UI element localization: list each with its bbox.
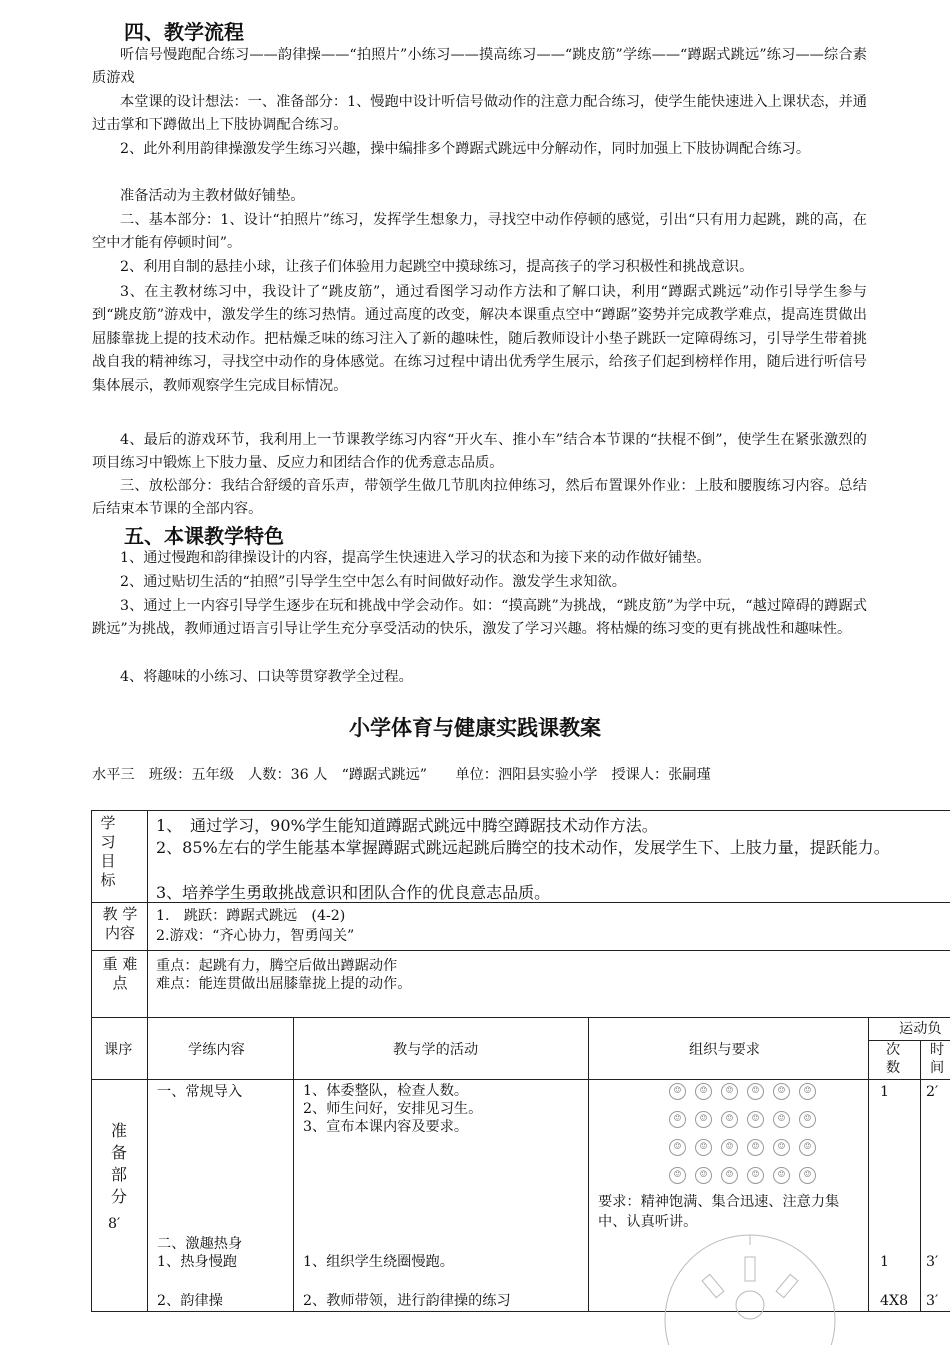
content-item-2: 2.游戏：“齐心协力，智勇闯关” [156, 928, 355, 944]
student-marker: ☺ [773, 1167, 790, 1184]
table-border [147, 810, 148, 1312]
table-border [91, 1079, 950, 1080]
content-warmup-jog: 1、热身慢跑 [157, 1254, 237, 1270]
circle-diagram [650, 1215, 850, 1345]
activity-jog: 1、组织学生绕圈慢跑。 [303, 1254, 454, 1270]
section4-para-ball: 2、利用自制的悬挂小球，让孩子们体验用力起跳空中摸球练习，提高孩子的学习积极性和挑战意识。 [120, 259, 754, 275]
objectives-label: 学 习 目 标 [100, 814, 116, 889]
section4-heading: 四、教学流程 [124, 20, 244, 44]
count-jog: 1 [880, 1254, 890, 1270]
student-marker: ☺ [695, 1083, 712, 1100]
student-marker: ☺ [747, 1111, 764, 1128]
lesson-plan-title: 小学体育与健康实践课教案 [349, 716, 601, 740]
student-marker: ☺ [669, 1167, 686, 1184]
lesson-info-line: 水平三 班级：五年级 人数：36 人 “蹲踞式跳远” 单位：泗阳县实验小学 授课人：张嗣瑾 [92, 767, 711, 783]
student-marker: ☺ [695, 1111, 712, 1128]
student-marker: ☺ [773, 1083, 790, 1100]
student-marker: ☺ [773, 1111, 790, 1128]
student-marker: ☺ [695, 1139, 712, 1156]
time-jog: 3′ [926, 1254, 939, 1270]
header-organization: 组织与要求 [689, 1042, 760, 1058]
table-border [91, 950, 950, 951]
objective-2: 2、85%左右的学生能基本掌握蹲踞式跳远起跳后腾空的技术动作，发展学生下、上肢力量，提跃能力。 [156, 838, 890, 857]
difficulty-point: 难点：能连贯做出屈膝靠拢上提的动作。 [156, 976, 412, 992]
key-points-label: 重 难 点 [102, 955, 138, 992]
student-marker: ☺ [669, 1083, 686, 1100]
section5-para-1: 1、通过慢跑和韵律操设计的内容，提高学生快速进入学习的状态和为接下来的动作做好铺垫。 [120, 550, 711, 566]
count-rhythm: 4X8 [880, 1293, 909, 1309]
student-marker: ☺ [747, 1083, 764, 1100]
content-routine: 一、常规导入 [157, 1084, 243, 1100]
student-marker: ☺ [695, 1167, 712, 1184]
section4-para-warmup: 准备活动为主教材做好铺垫。 [120, 188, 305, 204]
student-marker: ☺ [799, 1139, 816, 1156]
activity-routine-3: 3、宣布本课内容及要求。 [303, 1119, 469, 1135]
section4-para-main: 3、在主教材练习中，我设计了“跳皮筋”，通过看图学习动作方法和了解口诀，利用“蹲踞式跳远”动作引导学生参与到“跳皮筋”游戏中，激发学生的练习热情。通过高度的改变，解决本课重点空中“蹲踞”姿势并完成教学难点，提高连贯做出屈膝靠拢上提的技术动作。把枯燥乏味的练习注入了新的趣味性，随后教师设计小垫子跳跃一定障碍练习，引导学生带着挑战自我的精神练习，寻找空中动作的身体感觉。在练习过程中请出优秀学生展示，给孩子们起到榜样作用，随后进行听信号集体展示，教师观察学生完成目标情况。 [92, 284, 867, 394]
student-marker: ☺ [669, 1139, 686, 1156]
activity-rhythm: 2、教师带领，进行韵律操的练习 [303, 1293, 511, 1309]
section4-para-2: 2、此外利用韵律操激发学生练习兴趣，操中编排多个蹲踞式跳远中分解动作，同时加强上下肢协调配合练习。 [120, 141, 811, 157]
student-marker: ☺ [721, 1139, 738, 1156]
activity-routine-1: 1、体委整队，检查人数。 [303, 1083, 469, 1099]
student-marker: ☺ [669, 1111, 686, 1128]
table-border [91, 810, 950, 811]
key-point: 重点：起跳有力，腾空后做出蹲踞动作 [156, 958, 398, 974]
objective-1: 1、 通过学习，90%学生能知道蹲踞式跳远中腾空蹲踞技术动作方法。 [156, 816, 658, 835]
phase-label: 准 备 部 分 [110, 1121, 127, 1206]
header-phase: 课序 [104, 1042, 133, 1058]
table-border [868, 1017, 869, 1312]
objective-3: 3、培养学生勇敢挑战意识和团队合作的优良意志品质。 [156, 883, 551, 902]
section4-para-basic: 二、基本部分：1、设计“拍照片”练习，发挥学生想象力，寻找空中动作停顿的感觉，引出“只有用力起跳，跳的高，在空中才能有停顿时间”。 [92, 212, 867, 252]
section5-para-4: 4、将趣味的小练习、口诀等贯穿教学全过程。 [120, 669, 413, 685]
count-routine: 1 [880, 1084, 890, 1100]
student-marker: ☺ [747, 1139, 764, 1156]
student-marker: ☺ [721, 1083, 738, 1100]
content-label: 教 学 内容 [102, 905, 138, 942]
section4-para-game: 4、最后的游戏环节，我利用上一节课教学练习内容“开火车、推小车”结合本节课的“扶棍不倒”，使学生在紧张激烈的项目练习中锻炼上下肢力量、反应力和团结合作的优秀意志品质。 [92, 432, 867, 472]
student-marker: ☺ [747, 1167, 764, 1184]
content-rhythm: 2、韵律操 [157, 1293, 223, 1309]
student-marker: ☺ [773, 1139, 790, 1156]
section5-heading: 五、本课教学特色 [124, 524, 284, 548]
table-border [293, 1017, 294, 1312]
table-border [588, 1017, 589, 1312]
student-marker: ☺ [799, 1111, 816, 1128]
section5-para-2: 2、通过贴切生活的“拍照”引导学生空中怎么有时间做好动作。激发学生求知欲。 [120, 574, 626, 590]
phase-time: 8′ [108, 1216, 121, 1232]
content-item-1: 1. 跳跃：蹲踞式跳远 (4-2) [156, 908, 346, 924]
section4-para-design: 本堂课的设计想法：一、准备部分：1、慢跑中设计听信号做动作的注意力配合练习，使学生能快速进入上课状态，并通过击掌和下蹲做出上下肢协调配合练习。 [92, 94, 867, 134]
student-marker: ☺ [721, 1111, 738, 1128]
header-content: 学练内容 [188, 1042, 245, 1058]
content-warmup-heading: 二、激趣热身 [157, 1236, 243, 1252]
table-border [91, 1017, 950, 1018]
activity-routine-2: 2、师生问好，安排见习生。 [303, 1101, 483, 1117]
section5-para-3: 3、通过上一内容引导学生逐步在玩和挑战中学会动作。如：“摸高跳”为挑战，“跳皮筋”为学中玩，“越过障碍的蹲踞式跳远”为挑战，教师通过语言引导让学生充分享受活动的快乐，激发了学习兴趣。将枯燥的练习变的更有挑战性和趣味性。 [92, 598, 867, 638]
organization-requirement: 要求：精神饱满、集合迅速、注意力集中、认真听讲。 [598, 1194, 840, 1230]
section4-para-relax: 三、放松部分：我结合舒缓的音乐声，带领学生做几节肌肉拉伸练习，然后布置课外作业：上肢和腰腹练习内容。总结后结束本节课的全部内容。 [92, 478, 867, 518]
time-rhythm: 3′ [926, 1293, 939, 1309]
table-border [91, 810, 92, 1312]
student-marker: ☺ [799, 1167, 816, 1184]
header-activity: 教与学的活动 [393, 1042, 479, 1058]
section4-para-flow: 听信号慢跑配合练习——韵律操——“拍照片”小练习——摸高练习——“跳皮筋”学练——“蹲踞式跳远”练习——综合素质游戏 [92, 47, 867, 87]
table-border [920, 1040, 921, 1312]
header-time: 时 间 [930, 1042, 945, 1076]
formation-diagram [669, 1083, 829, 1193]
header-load: 运动负 [899, 1021, 942, 1037]
time-routine: 2′ [926, 1084, 939, 1100]
student-marker: ☺ [799, 1083, 816, 1100]
student-marker: ☺ [721, 1167, 738, 1184]
header-count: 次 数 [886, 1042, 901, 1076]
